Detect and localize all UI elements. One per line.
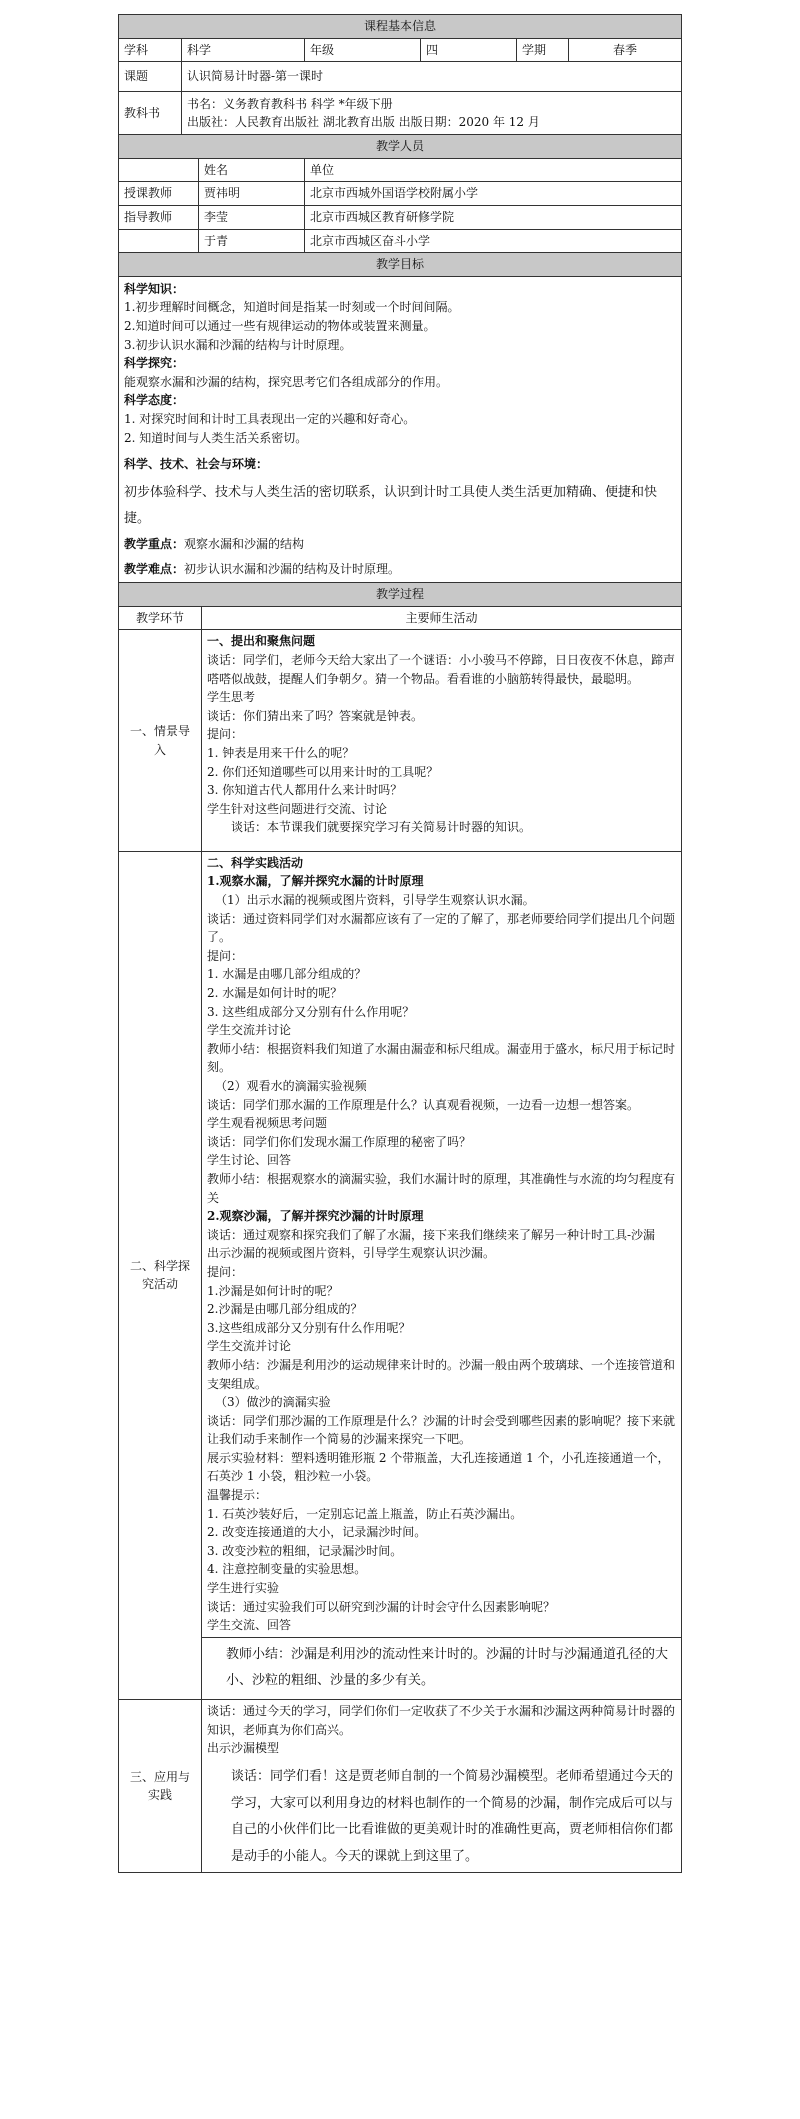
term-value: 春季 <box>569 38 682 62</box>
basic-info-header: 课程基本信息 <box>119 15 682 39</box>
difficult-point-value: 初步认识水漏和沙漏的结构及计时原理。 <box>184 561 401 576</box>
activity-line: （2）观看水的滴漏实验视频 <box>215 1079 367 1093</box>
activity-line: （1）出示水漏的视频或图片资料，引导学生观察认识水漏。 <box>215 893 535 908</box>
activity-line: 学生交流并讨论 <box>207 1023 292 1038</box>
activity-line: 1. 石英沙装好后，一定别忘记盖上瓶盖，防止石英沙漏出。 <box>207 1506 523 1521</box>
textbook-info <box>182 92 682 135</box>
activity-line: 学生思考 <box>207 690 256 705</box>
subject-value: 科学 <box>182 38 305 62</box>
activity-line: 2.沙漏是由哪几部分组成的？ <box>207 1302 363 1317</box>
process-col-activity: 主要师生活动 <box>202 606 682 630</box>
key-point-value: 观察水漏和沙漏的结构 <box>184 536 305 551</box>
activity-line: 1.沙漏是如何计时的呢？ <box>207 1283 339 1298</box>
activity-line: 3. 这些组成部分又分别有什么作用呢？ <box>207 1004 415 1019</box>
attitude-item: 1. 对探究时间和计时工具表现出一定的兴趣和好奇心。 <box>124 411 416 426</box>
activity-line: 谈话：通过观察和探究我们了解了水漏，接下来我们继续来了解另一种计时工具-沙漏 <box>207 1227 656 1242</box>
subject-label: 学科 <box>119 38 182 62</box>
staff-unit: 北京市西城外国语学校附属小学 <box>305 182 682 206</box>
activity-line: 谈话：同学们那水漏的工作原理是什么？认真观看视频，一边看一边想一想答案。 <box>207 1097 640 1112</box>
staff-unit: 北京市西城区教育研修学院 <box>305 205 682 229</box>
activity-line: 谈话：你们猜出来了吗？答案就是钟表。 <box>207 708 424 723</box>
activity-line: 谈话：通过实验我们可以研究到沙漏的计时会守什么因素影响呢？ <box>207 1599 556 1614</box>
activity-line: 教师小结：根据资料我们知道了水漏由漏壶和标尺组成。漏壶用于盛水，标尺用于标记时刻。 <box>207 1041 676 1075</box>
knowledge-item: 1.初步理解时间概念，知道时间是指某一时刻或一个时间间隔。 <box>124 300 460 315</box>
activity-line: 2. 水漏是如何计时的呢？ <box>207 986 343 1001</box>
activity-line: 出示沙漏模型 <box>207 1741 280 1756</box>
process-header: 教学过程 <box>119 583 682 607</box>
basic-info-table <box>118 14 682 135</box>
staff-col-name: 姓名 <box>199 158 305 182</box>
activity-line: 温馨提示： <box>207 1488 268 1503</box>
activity-line: 1. 水漏是由哪几部分组成的？ <box>207 967 367 982</box>
stse-text: 初步体验科学、技术与人类生活的密切联系，认识到计时工具使人类生活更加精确、便捷和快捷。 <box>124 484 658 527</box>
activity-line: 提问： <box>207 1264 244 1279</box>
knowledge-item: 3.初步认识水漏和沙漏的结构与计时原理。 <box>124 337 352 352</box>
textbook-label: 教科书 <box>119 92 182 135</box>
stage-application-activities <box>202 1700 682 1873</box>
staff-table <box>118 134 682 253</box>
staff-name: 李莹 <box>199 205 305 229</box>
activity-line: 1.观察水漏，了解并探究水漏的计时原理 <box>207 874 424 889</box>
activity-line: 提问： <box>207 727 244 742</box>
activity-line: 2.观察沙漏，了解并探究沙漏的计时原理 <box>207 1209 424 1224</box>
activity-line: 2. 改变连接通道的大小，记录漏沙时间。 <box>207 1525 427 1540</box>
topic-label: 课题 <box>119 62 182 92</box>
staff-blank-cell <box>119 158 199 182</box>
knowledge-item: 2.知道时间可以通过一些有规律运动的物体或装置来测量。 <box>124 318 436 333</box>
activity-line: 谈话：通过资料同学们对水漏都应该有了一定的了解了，那老师要给同学们提出几个问题了。 <box>207 911 676 945</box>
stage-intro: 一、情景导入 <box>119 630 202 852</box>
attitude-item: 2. 知道时间与人类生活关系密切。 <box>124 430 308 445</box>
activity-line: 谈话：同学们那沙漏的工作原理是什么？沙漏的计时会受到哪些因素的影响呢？接下来就让我们动手来制作一个简易的沙漏来探究一下吧。 <box>207 1413 676 1447</box>
stage-application: 三、应用与实践 <box>119 1700 202 1873</box>
activity-line: 2. 你们还知道哪些可以用来计时的工具呢？ <box>207 764 439 779</box>
process-col-stage: 教学环节 <box>119 606 202 630</box>
staff-unit: 北京市西城区奋斗小学 <box>305 229 682 253</box>
activity-line: 3. 你知道古代人都用什么来计时吗？ <box>207 783 403 798</box>
lesson-plan-document <box>118 14 682 1873</box>
activity-line: 3. 改变沙粒的粗细，记录漏沙时间。 <box>207 1543 403 1558</box>
inquiry-text: 能观察水漏和沙漏的结构，探究思考它们各组成部分的作用。 <box>124 374 449 389</box>
activity-line: 学生交流并讨论 <box>207 1339 292 1354</box>
activity-line: 学生进行实验 <box>207 1581 280 1596</box>
textbook-title-line: 书名：义务教育教科书 科学 *年级下册 <box>187 96 393 111</box>
activity-line: 1. 钟表是用来干什么的呢？ <box>207 745 355 760</box>
process-table <box>118 582 682 1873</box>
staff-name: 于青 <box>199 229 305 253</box>
activity-line: 谈话：通过今天的学习，同学们你们一定收获了不少关于水漏和沙漏这两种简易计时器的知识，老师真为你们高兴。 <box>207 1704 676 1737</box>
activity-line: 教师小结：根据观察水的滴漏实验，我们水漏计时的原理，其准确性与水流的均匀程度有关 <box>207 1171 676 1205</box>
staff-col-unit: 单位 <box>305 158 682 182</box>
attitude-title: 科学态度： <box>124 393 185 408</box>
activity-line: 学生观看视频思考问题 <box>207 1116 328 1131</box>
activity-line: 提问： <box>207 948 244 963</box>
staff-role: 授课教师 <box>119 182 199 206</box>
activity-line: （3）做沙的滴漏实验 <box>215 1395 331 1410</box>
grade-label: 年级 <box>305 38 421 62</box>
topic-value: 认识简易计时器-第一课时 <box>182 62 682 92</box>
goals-header: 教学目标 <box>119 253 682 277</box>
activity-line: 展示实验材料：塑料透明锥形瓶 2 个带瓶盖，大孔连接通道 1 个，小孔连接通道一个，石英沙 1 小袋，粗沙粒一小袋。 <box>207 1450 670 1484</box>
activity-line: 谈话：同学们你们发现水漏工作原理的秘密了吗？ <box>207 1134 472 1149</box>
grade-value: 四 <box>421 38 517 62</box>
staff-role: 指导教师 <box>119 205 199 229</box>
stage-inquiry-summary: 教师小结：沙漏是利用沙的流动性来计时的。沙漏的计时与沙漏通道孔径的大小、沙粒的粗细、沙量的多少有关。 <box>202 1637 682 1699</box>
stse-title: 科学、技术、社会与环境： <box>124 457 269 472</box>
stage-inquiry: 二、科学探究活动 <box>119 851 202 1699</box>
key-point <box>124 535 676 554</box>
activity-closing: 谈话：同学们看！这是贾老师自制的一个简易沙漏模型。老师希望通过今天的学习，大家可以利用身边的材料也制作的一个简易的沙漏，制作完成后可以与自己的小伙伴们比一比看谁做的更美观计时的准确性更高，贾老师相信你们都是动手的小能人。今天的课就上到这里了。 <box>231 1768 674 1864</box>
staff-header: 教学人员 <box>119 135 682 159</box>
activity-line: 一、提出和聚焦问题 <box>207 634 316 649</box>
activity-line: 学生讨论、回答 <box>207 1153 292 1168</box>
activity-line: 3.这些组成部分又分别有什么作用呢？ <box>207 1320 411 1335</box>
term-label: 学期 <box>517 38 569 62</box>
activity-line: 谈话：同学们，老师今天给大家出了一个谜语：小小骏马不停蹄，日日夜夜不休息，蹄声嗒嗒似战鼓，提醒人们争朝夕。猜一个物品。看看谁的小脑筋转得最快，最聪明。 <box>207 652 676 686</box>
staff-role <box>119 229 199 253</box>
inquiry-title: 科学探究： <box>124 356 185 371</box>
difficult-point-label: 教学难点： <box>124 561 185 576</box>
stage-inquiry-activities <box>202 851 682 1637</box>
activity-line: 教师小结：沙漏是利用沙的运动规律来计时的。沙漏一般由两个玻璃球、一个连接管道和支架组成。 <box>207 1357 676 1391</box>
activity-line: 谈话：本节课我们就要探究学习有关简易计时器的知识。 <box>231 820 532 835</box>
textbook-publisher-line: 出版社：人民教育出版社 湖北教育出版 出版日期：2020 年 12 月 <box>187 115 540 130</box>
activity-line: 学生交流、回答 <box>207 1618 292 1633</box>
activity-line: 4. 注意控制变量的实验思想。 <box>207 1562 367 1577</box>
key-point-label: 教学重点： <box>124 536 185 551</box>
staff-name: 贾祎明 <box>199 182 305 206</box>
activity-line: 二、科学实践活动 <box>207 855 304 870</box>
activity-line: 学生针对这些问题进行交流、讨论 <box>207 801 388 816</box>
goals-table <box>118 252 682 583</box>
goals-content <box>119 276 682 582</box>
stage-intro-activities <box>202 630 682 852</box>
knowledge-title: 科学知识： <box>124 281 185 296</box>
difficult-point <box>124 560 676 579</box>
activity-line: 出示沙漏的视频或图片资料，引导学生观察认识沙漏。 <box>207 1246 496 1261</box>
